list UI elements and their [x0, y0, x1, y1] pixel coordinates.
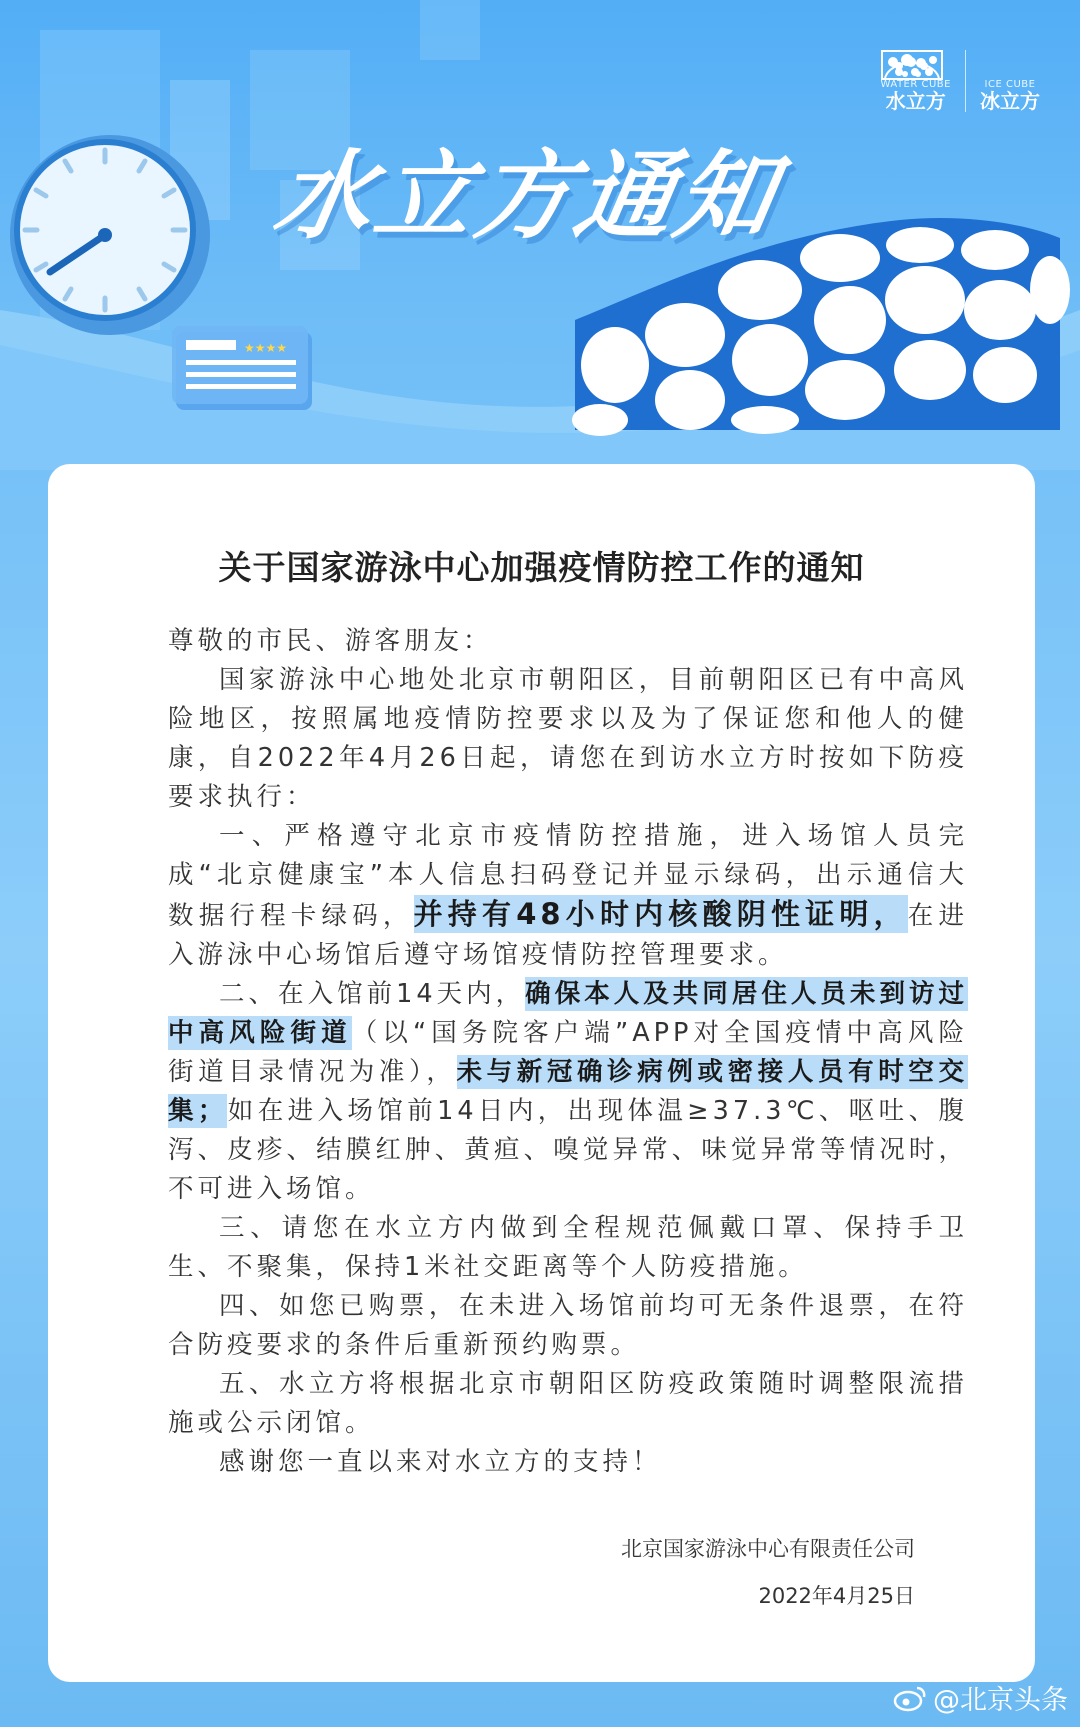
item-5: 五、水立方将根据北京市朝阳区防疫政策随时调整限流措施或公示闭馆。 — [168, 1369, 968, 1438]
notice-card — [48, 464, 1035, 1682]
water-cube-logo-name: 水立方 — [885, 89, 946, 113]
logo-divider — [965, 50, 966, 112]
item-2-text-a: 二、在入馆前14天内， — [219, 979, 526, 1009]
item-4: 四、如您已购票，在未进入场馆前均可无条件退票，在符合防疫要求的条件后重新预约购票。 — [168, 1291, 968, 1360]
ice-cube-logo-icon — [881, 50, 943, 80]
ice-cube-logo-name: 冰立方 — [980, 89, 1040, 113]
water-cube-logo-sub: WATER CUBE — [880, 79, 951, 90]
header-banner — [0, 0, 1080, 470]
watermark — [893, 1678, 1068, 1717]
item-2-highlight-2: 未与新冠确诊病例或密接人员有时空交集； — [168, 1057, 968, 1126]
ice-cube-logo — [980, 78, 1040, 112]
greeting: 尊敬的市民、游客朋友： — [168, 626, 493, 656]
item-1 — [168, 817, 968, 975]
banner-title: 水立方通知 — [266, 140, 787, 252]
item-1-text-b: 在进入游泳中心场馆后遵守场馆疫情防控管理要求。 — [168, 901, 968, 970]
intro-paragraph: 国家游泳中心地处北京市朝阳区，目前朝阳区已有中高风险地区，按照属地疫情防控要求以及为了保证您和他人的健康，自2022年4月26日起，请您在到访水立方时按如下防疫要求执行： — [168, 665, 968, 812]
logo-group — [881, 50, 1040, 112]
clock-icon — [10, 135, 210, 335]
item-2-text-b: （以“国务院客户端”APP对全国疫情中高风险街道目录情况为准）， — [168, 1018, 968, 1087]
watermark-text: @北京头条 — [933, 1685, 1068, 1716]
item-2-highlight-1: 确保本人及共同居住人员未到访过中高风险街道 — [168, 979, 968, 1048]
svg-text:★★★★: ★★★★ — [244, 341, 288, 355]
item-3: 三、请您在水立方内做到全程规范佩戴口罩、保持手卫生、不聚集，保持1米社交距离等个人防疫措施。 — [168, 1213, 968, 1282]
water-cube-logo — [881, 78, 951, 112]
card-icon — [172, 326, 312, 410]
signature-org: 北京国家游泳中心有限责任公司 — [621, 1537, 915, 1561]
item-2 — [168, 975, 968, 1209]
item-1-text-a: 一、严格遵守北京市疫情防控措施，进入场馆人员完成“北京健康宝”本人信息扫码登记并显示绿码，出示通信大数据行程卡绿码， — [168, 821, 968, 931]
notice-body — [168, 622, 968, 1482]
thanks-line: 感谢您一直以来对水立方的支持！ — [219, 1447, 662, 1477]
weibo-icon — [893, 1684, 927, 1712]
item-1-highlight: 并持有48小时内核酸阴性证明， — [413, 897, 908, 931]
signature-date: 2022年4月25日 — [758, 1584, 915, 1608]
item-2-text-c: 如在进入场馆前14日内，出现体温≥37.3℃、呕吐、腹泻、皮疹、结膜红肿、黄疸、嗅觉异常、味觉异常等情况时，不可进入场馆。 — [168, 1096, 968, 1204]
signature-block — [621, 1526, 915, 1620]
ice-cube-logo-sub: ICE CUBE — [984, 79, 1036, 90]
notice-title: 关于国家游泳中心加强疫情防控工作的通知 — [218, 548, 865, 587]
